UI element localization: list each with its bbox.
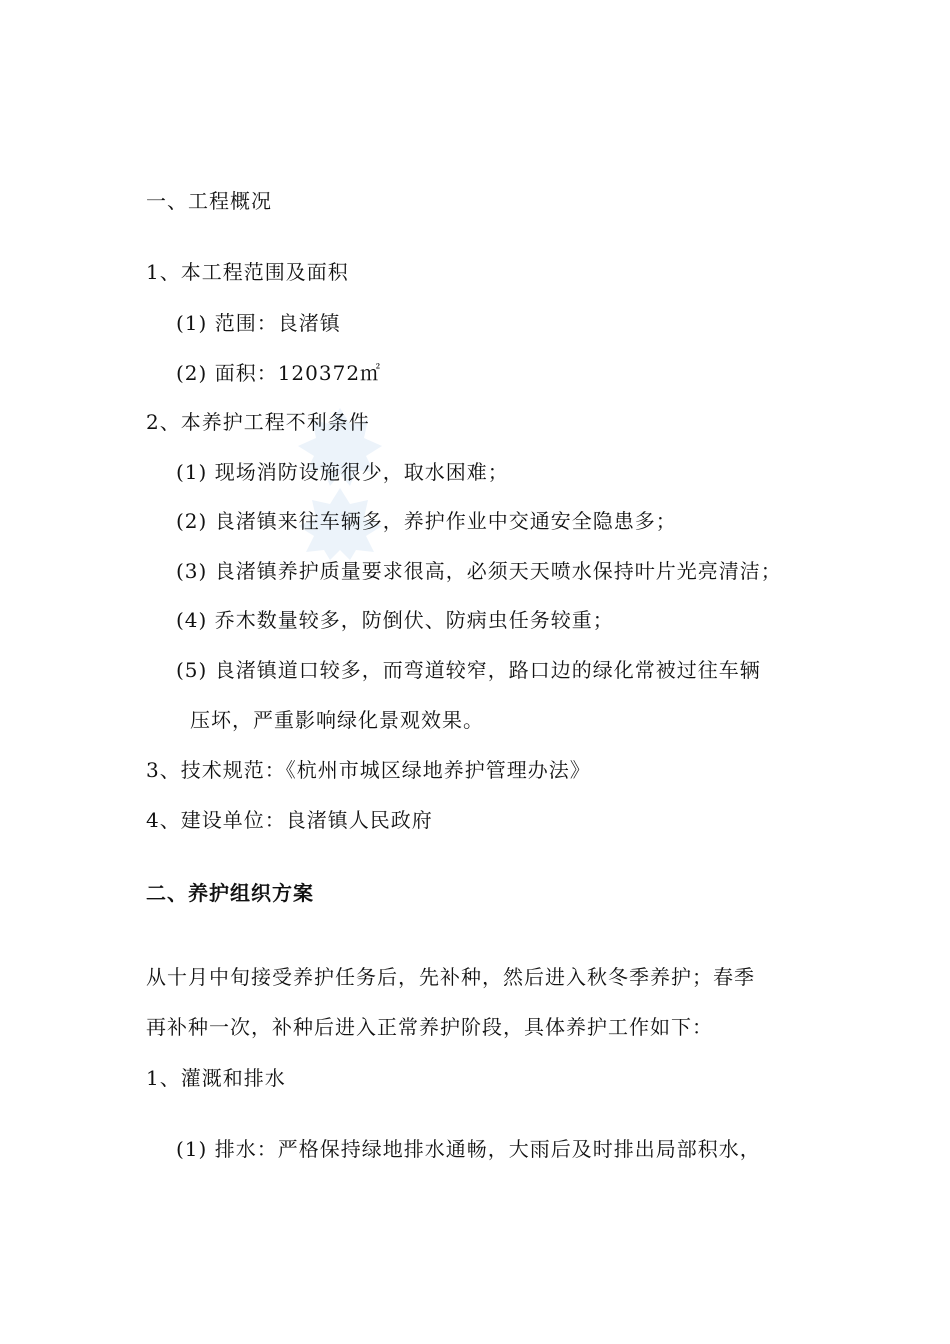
item-number: (2) bbox=[176, 509, 208, 533]
block-title-conditions: 2、本养护工程不利条件 bbox=[146, 410, 370, 434]
item-number: (1) bbox=[176, 311, 208, 335]
list-item bbox=[176, 558, 782, 584]
section-heading-overview: 一、工程概况 bbox=[146, 189, 272, 213]
item-text: 良渚镇来往车辆多，养护作业中交通安全隐患多； bbox=[214, 509, 677, 533]
item-text: 乔木数量较多，防倒伏、防病虫任务较重； bbox=[214, 608, 614, 632]
list-item bbox=[176, 508, 677, 534]
list-item bbox=[176, 459, 509, 485]
item-text: 良渚镇道口较多，而弯道较窄，路口边的绿化常被过往车辆 bbox=[214, 658, 761, 682]
section-heading-plan: 二、养护组织方案 bbox=[146, 881, 314, 905]
list-item bbox=[176, 360, 381, 386]
item-number: (3) bbox=[176, 559, 208, 583]
block-title-standard: 3、技术规范：《杭州市城区绿地养护管理办法》 bbox=[146, 758, 591, 782]
paragraph-line: 从十月中旬接受养护任务后，先补种，然后进入秋冬季养护；春季 bbox=[146, 965, 755, 989]
list-item bbox=[176, 310, 341, 336]
list-item bbox=[176, 657, 761, 683]
item-number: (1) bbox=[176, 1137, 208, 1161]
paragraph-line: 再补种一次，补种后进入正常养护阶段，具体养护工作如下： bbox=[146, 1015, 713, 1039]
item-text: 良渚镇养护质量要求很高，必须天天喷水保持叶片光亮清洁； bbox=[214, 559, 782, 583]
block-title-client: 4、建设单位：良渚镇人民政府 bbox=[146, 808, 433, 832]
list-item bbox=[176, 607, 614, 633]
item-number: (5) bbox=[176, 658, 208, 682]
block-title-scope: 1、本工程范围及面积 bbox=[146, 260, 349, 284]
item-text: 现场消防设施很少，取水困难； bbox=[214, 460, 509, 484]
item-text: 范围：良渚镇 bbox=[214, 311, 341, 335]
item-text: 排水：严格保持绿地排水通畅，大雨后及时排出局部积水， bbox=[214, 1137, 761, 1161]
item-number: (2) bbox=[176, 361, 208, 385]
list-item-continuation: 压坏，严重影响绿化景观效果。 bbox=[190, 708, 484, 732]
item-number: (1) bbox=[176, 460, 208, 484]
block-title-irrigation: 1、灌溉和排水 bbox=[146, 1066, 286, 1090]
item-text: 面积：120372㎡ bbox=[214, 361, 382, 385]
item-number: (4) bbox=[176, 608, 208, 632]
list-item bbox=[176, 1136, 761, 1162]
